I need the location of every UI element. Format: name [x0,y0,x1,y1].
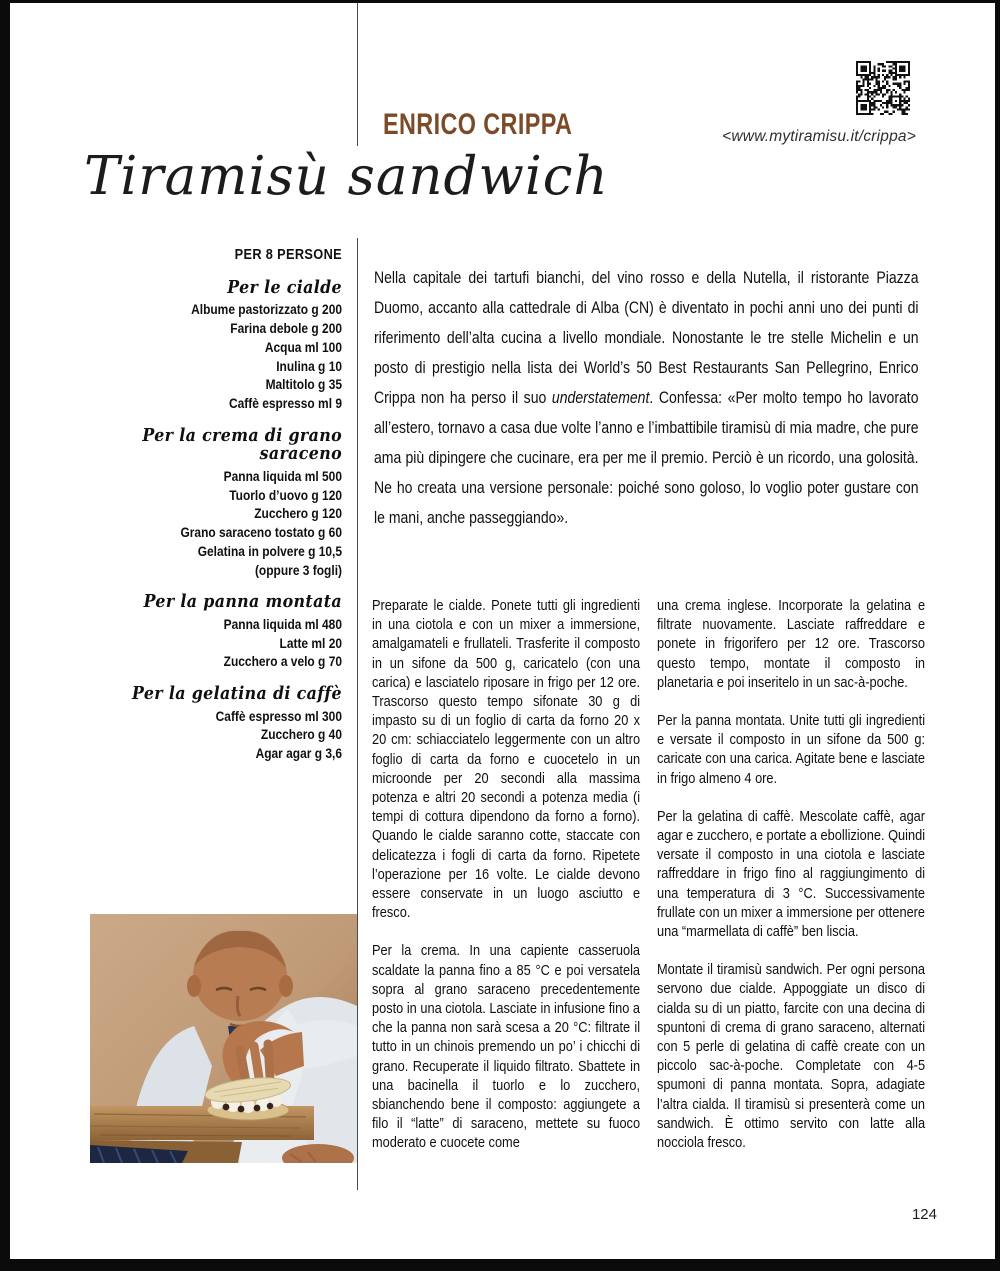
ingredient-item: Maltitolo g 35 [265,377,342,393]
method-paragraph: Per la panna montata. Unite tutti gli ingredienti e versate il composto in un sifone da 500 g: caricate con una carica. Agitate bene e lasciate in frigo almeno 4 ore. [657,713,926,787]
ingredient-group-cialde [96,276,342,414]
ingredient-group-heading: Per la panna montata [143,591,342,613]
method-column-1 [372,597,640,1173]
method-paragraph: una crema inglese. Incorporate la gelatina e filtrate nuovamente. Lasciate raffreddare e ponete in frigorifero per 12 ore. Trascorso questo tempo, montate il composto in planetaria e poi inseritelo in un sac-à-poche. [657,598,926,691]
ingredient-item: Zucchero g 40 [260,727,342,743]
method-paragraph: Per la crema. In una capiente casseruola scaldate la panna fino a 85 °C e poi versatela sopra al grano saraceno precedentemente posto in una ciotola. Lasciate in infusione fino a che la panna non sarà scesa a 20 °C: filtrate il tutto in un chinois premendo un po’ i chicchi di grano. Recuperate il liquido filtrato. Sbattete in una bacinella il tuorlo e lo zucchero, sbianchendo bene il composto: aggiungete a filo il “latte” di saraceno, mettete su fuoco moderato e cuocete come [372,943,641,1152]
ingredient-item: Latte ml 20 [279,635,342,651]
ingredient-item: Farina debole g 200 [230,321,342,337]
method-paragraph: Montate il tiramisù sandwich. Per ogni persona servono due cialde. Appoggiate un disco di cialda su di un piatto, farcite con una decina di spuntoni di crema di grano saraceno, alternati con 5 perle di gelatina di caffè create con un piccolo sac-à-poche. Completate con 4-5 spumoni di panna montata. Sopra, adagiate l’altra cialda. Il tiramisù si presenterà come un sandwich. È ottimo servito con latte alla nocciola fresco. [657,962,926,1152]
ingredient-item: Albume pastorizzato g 200 [191,302,342,318]
column-divider-top [357,3,358,146]
ingredient-item: Panna liquida ml 500 [223,469,342,485]
method-paragraph: Preparate le cialde. Ponete tutti gli ingredienti in una ciotola e con un mixer a immersione, amalgamateli e frullateli. Trasferite il composto in un sifone da 500 g, caricatelo (con una carica) e lasciatelo riposare in frigo per 12 ore. Trascorso questo tempo sifonate 30 g di impasto su di un foglio di carta da forno 20 x 20 cm: schiacciatelo leggermente con un altro foglio di carta da forno e cuocetelo in un microonde per 20 secondi alla massima potenza e altri 20 secondi a potenza media (i tempi di cottura dipendono da forno a forno). Quando le cialde saranno cotte, staccate con delicatezza i fogli di carta da forno. Ripetete l’operazione per 16 volte. Le cialde devono essere conservate in un luogo asciutto e fresco. [372,598,641,922]
recipe-title: Tiramisù sandwich [84,146,609,207]
ingredient-group-crema [96,424,342,581]
ingredient-item: Zucchero a velo g 70 [223,654,342,670]
chef-name: ENRICO CRIPPA [383,108,573,141]
ingredient-group-heading: Per la crema di grano saraceno [142,424,342,465]
method-column-2 [657,597,925,1172]
ingredient-item: Zucchero g 120 [254,506,342,522]
ingredient-group-gelatina [96,685,342,764]
chef-photo [90,914,357,1163]
ingredient-item: Agar agar g 3,6 [255,746,342,762]
ingredient-group-heading: Per la gelatina di caffè [132,683,342,705]
page-frame-left [0,0,10,1271]
ingredient-item: Grano saraceno tostato g 60 [180,525,342,541]
ingredient-item: Panna liquida ml 480 [223,616,342,632]
qr-code-icon [856,61,910,115]
page-frame-top [0,0,1000,3]
ingredient-group-panna [96,593,342,672]
page-number: 124 [911,1206,937,1223]
website-url: <www.mytiramisu.it/crippa> [722,128,916,145]
ingredient-item: Caffè espresso ml 9 [228,395,342,411]
ingredient-item: Gelatina in polvere g 10,5 [197,543,342,559]
column-divider-main [357,238,358,1190]
ingredient-item: (oppure 3 fogli) [254,562,342,578]
intro-emphasis: understatement [551,388,650,407]
method-paragraph: Per la gelatina di caffè. Mescolate caffè, agar agar e zucchero, e portate a ebollizione. Quindi versate il composto in una ciotola e lasciate raffreddare in frigo fino al raggiungimento di una temperatura di 3 °C. Successivamente frullate con un mixer a immersione per ottenere una “marmellata di caffè” ben liscia. [657,808,926,941]
ingredient-group-heading: Per le cialde [227,276,342,298]
ingredient-item: Acqua ml 100 [264,339,342,355]
ingredients-panel [96,246,342,764]
page-frame-right [995,0,1000,1271]
ingredient-item: Caffè espresso ml 300 [215,708,342,724]
intro-paragraph [374,263,919,533]
intro-text-1: Nella capitale dei tartufi bianchi, del vino rosso e della Nutella, il ristorante Piazza Duomo, accanto alla cattedrale di Alba (CN) è diventato in pochi anni uno dei punti di riferimento dell’alta cucina a livello mondiale. Nonostante le tre stelle Michelin e un posto di prestigio nella lista dei World’s 50 Best Restaurants San Pellegrino, Enrico Crippa non ha perso il suo [374,268,919,407]
intro-text-2: . Confessa: «Per molto tempo ho lavorato all’estero, tornavo a casa due volte l’anno e l’imbattibile tiramisù di mia madre, che pure ama più dipingere che cucinare, era per me il premio. Perciò è un ricordo, una golosità. Ne ho creata una versione personale: poiché sono goloso, lo voglio poter gustare con le mani, anche passeggiando». [374,388,919,527]
page-frame-bottom [0,1259,1000,1271]
ingredient-item: Tuorlo d’uovo g 120 [229,487,342,503]
ingredient-item: Inulina g 10 [276,358,342,374]
serves-label: PER 8 PERSONE [234,247,342,263]
